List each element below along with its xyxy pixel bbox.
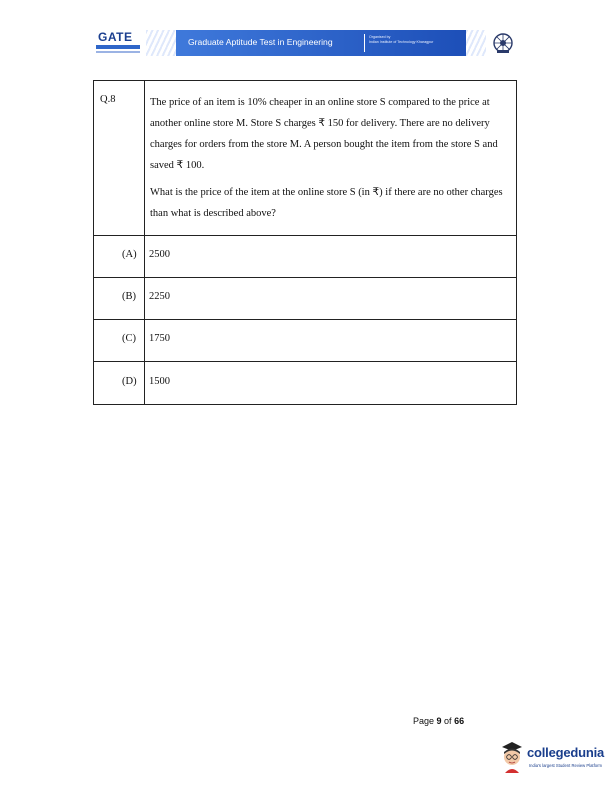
organizer-line-1: Organised by xyxy=(369,35,391,39)
page-prefix: Page xyxy=(413,716,437,726)
banner-divider xyxy=(364,34,365,52)
gate-logo-tagline-bar xyxy=(96,51,140,53)
option-d-value: 1500 xyxy=(149,376,170,387)
row-divider xyxy=(94,277,516,278)
row-divider xyxy=(94,319,516,320)
option-a-value: 2500 xyxy=(149,249,170,260)
mascot-icon xyxy=(499,739,525,775)
gate-logo-bar xyxy=(96,45,140,49)
question-text xyxy=(150,92,514,224)
row-divider xyxy=(94,235,516,236)
question-number: Q.8 xyxy=(100,94,116,105)
brand-tagline: India's largest Student Review Platform xyxy=(529,763,602,768)
page-header xyxy=(96,28,516,62)
column-divider xyxy=(144,81,145,404)
gate-logo-text: GATE xyxy=(98,30,133,44)
question-paragraph-1: The price of an item is 10% cheaper in an online store S compared to the price at another online store M. Store S charges ₹ 150 for delivery. There are no delivery charges for orders from the store M. A person bought the item from the store S and saved ₹ 100. xyxy=(150,97,498,171)
collegedunia-logo xyxy=(499,739,609,779)
organizer-line-2: Indian Institute of Technology Kharagpur xyxy=(369,40,434,44)
question-table xyxy=(93,80,517,405)
header-banner xyxy=(146,30,486,56)
brand-name: collegedunia xyxy=(527,745,605,760)
option-b-label: (B) xyxy=(122,291,136,302)
banner-strip xyxy=(176,30,466,56)
gate-logo xyxy=(96,30,144,60)
question-paragraph-2: What is the price of the item at the online store S (in ₹) if there are no other charges than what is described above? xyxy=(150,187,503,219)
option-b-value: 2250 xyxy=(149,291,170,302)
option-d-label: (D) xyxy=(122,376,137,387)
row-divider xyxy=(94,361,516,362)
iit-emblem-icon xyxy=(492,32,514,54)
banner-title: Graduate Aptitude Test in Engineering xyxy=(188,37,333,47)
option-a-label: (A) xyxy=(122,249,137,260)
option-c-value: 1750 xyxy=(149,333,170,344)
option-c-label: (C) xyxy=(122,333,136,344)
banner-organizer xyxy=(369,35,433,45)
page-of: of xyxy=(441,716,455,726)
page-total: 66 xyxy=(454,716,465,726)
page-number xyxy=(413,716,464,726)
page-current: 9 xyxy=(436,716,442,726)
